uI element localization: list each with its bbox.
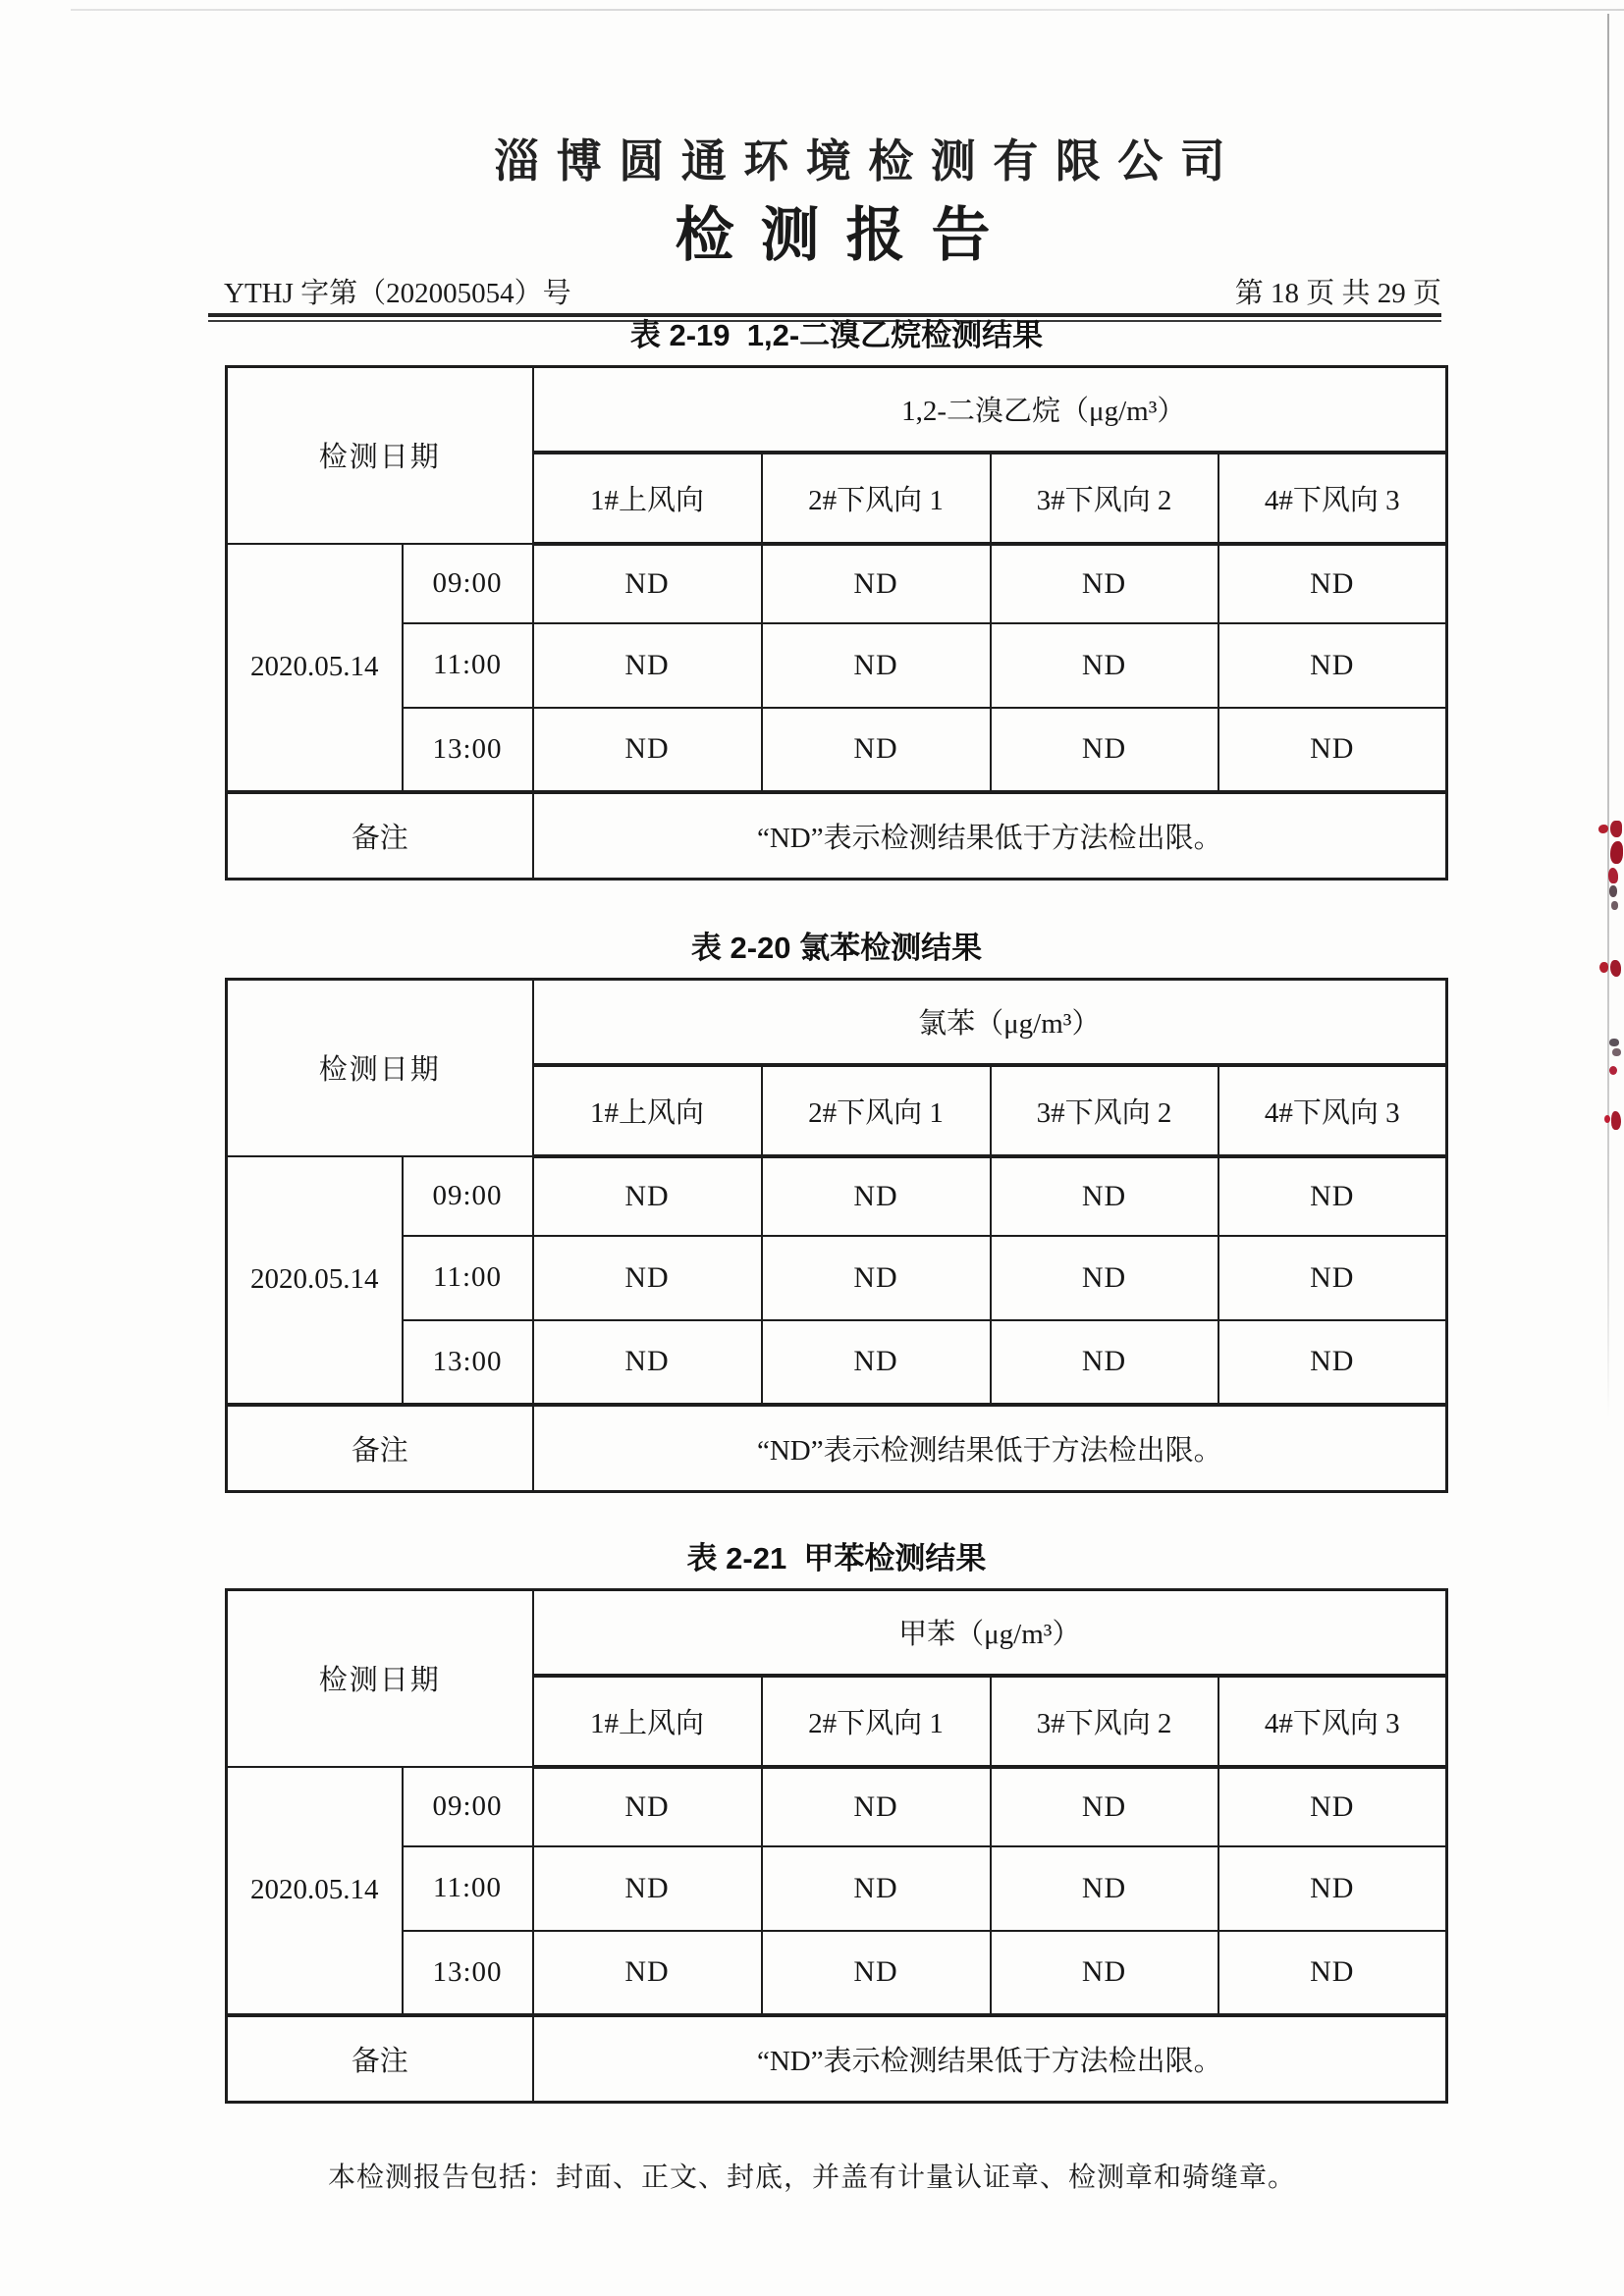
result-cell: ND	[1218, 623, 1447, 708]
result-cell: ND	[1218, 1320, 1447, 1405]
result-cell: ND	[991, 1320, 1218, 1405]
table-section-2-20	[225, 929, 1448, 1493]
time-cell: 11:00	[403, 623, 533, 708]
remark-row	[227, 2015, 1447, 2103]
table-row	[227, 1156, 1447, 1236]
table-row	[227, 1931, 1447, 2015]
footer-note: 本检测报告包括：封面、正文、封底，并盖有计量认证章、检测章和骑缝章。	[327, 2163, 1296, 2193]
result-cell: ND	[1218, 544, 1447, 623]
remark-label-cell: 备注	[227, 2015, 533, 2103]
result-cell: ND	[991, 1931, 1218, 2015]
table-title: 表 2-21 甲苯检测结果	[686, 1541, 987, 1575]
table-section-2-19	[225, 316, 1448, 881]
time-cell: 11:00	[403, 1236, 533, 1320]
date-header-cell: 检测日期	[227, 980, 533, 1156]
table-section-2-21	[225, 1539, 1448, 2104]
table-row	[227, 544, 1447, 623]
table-row	[227, 1846, 1447, 1931]
result-cell: ND	[991, 708, 1218, 792]
column-header-downwind-3: 4#下风向 3	[1218, 453, 1447, 544]
remark-text-cell: “ND”表示检测结果低于方法检出限。	[533, 1405, 1447, 1492]
results-table	[225, 1588, 1448, 2104]
compound-header-cell: 氯苯（μg/m³）	[533, 980, 1447, 1065]
column-header-downwind-2: 3#下风向 2	[991, 1065, 1218, 1156]
result-cell: ND	[1218, 1767, 1447, 1846]
seal-fragment	[1610, 960, 1621, 977]
compound-header-cell: 甲苯（μg/m³）	[533, 1590, 1447, 1676]
date-header-cell: 检测日期	[227, 367, 533, 544]
date-cell: 2020.05.14	[227, 1767, 403, 2015]
company-name: 淄 博 圆 通 环 境 检 测 有 限 公 司	[494, 136, 1228, 187]
result-cell: ND	[991, 1846, 1218, 1931]
time-cell: 09:00	[403, 1156, 533, 1236]
result-cell: ND	[533, 708, 762, 792]
time-cell: 09:00	[403, 544, 533, 623]
remark-row	[227, 1405, 1447, 1492]
result-cell: ND	[1218, 1236, 1447, 1320]
seal-fragment	[1611, 1111, 1621, 1130]
result-cell: ND	[762, 1156, 991, 1236]
table-row	[227, 623, 1447, 708]
seal-fragment	[1599, 962, 1608, 973]
report-title: 检 测 报 告	[675, 203, 997, 268]
result-cell: ND	[762, 623, 991, 708]
remark-label-cell: 备注	[227, 1405, 533, 1492]
date-header-cell: 检测日期	[227, 1590, 533, 1767]
remark-label-cell: 备注	[227, 792, 533, 880]
seal-fragment	[1610, 841, 1623, 864]
time-cell: 11:00	[403, 1846, 533, 1931]
result-cell: ND	[1218, 1931, 1447, 2015]
result-cell: ND	[991, 1156, 1218, 1236]
result-cell: ND	[1218, 708, 1447, 792]
result-cell: ND	[762, 1236, 991, 1320]
table-row	[227, 1767, 1447, 1846]
table-row	[227, 1236, 1447, 1320]
result-cell: ND	[533, 1320, 762, 1405]
result-cell: ND	[533, 1931, 762, 2015]
time-cell: 13:00	[403, 708, 533, 792]
seal-fragment	[1604, 1115, 1610, 1123]
column-header-downwind-1: 2#下风向 1	[762, 453, 991, 544]
seal-fragment	[1608, 868, 1618, 883]
result-cell: ND	[762, 1846, 991, 1931]
result-cell: ND	[762, 708, 991, 792]
column-header-downwind-3: 4#下风向 3	[1218, 1065, 1447, 1156]
table-row	[227, 708, 1447, 792]
result-cell: ND	[1218, 1156, 1447, 1236]
seal-fragment	[1610, 821, 1622, 837]
seal-fragment	[1609, 885, 1617, 897]
result-cell: ND	[991, 544, 1218, 623]
seal-fragment	[1598, 825, 1608, 833]
seal-fragment	[1609, 1066, 1617, 1075]
result-cell: ND	[762, 1931, 991, 2015]
result-cell: ND	[762, 1767, 991, 1846]
column-header-upwind: 1#上风向	[533, 1676, 762, 1767]
column-header-downwind-3: 4#下风向 3	[1218, 1676, 1447, 1767]
remark-text-cell: “ND”表示检测结果低于方法检出限。	[533, 792, 1447, 880]
scan-top-edge-line	[71, 9, 1624, 11]
table-title: 表 2-20 氯苯检测结果	[690, 931, 983, 965]
table-row	[227, 1320, 1447, 1405]
date-cell: 2020.05.14	[227, 544, 403, 792]
seal-fragment	[1611, 901, 1618, 910]
time-cell: 13:00	[403, 1931, 533, 2015]
result-cell: ND	[533, 1767, 762, 1846]
result-cell: ND	[991, 1236, 1218, 1320]
time-cell: 13:00	[403, 1320, 533, 1405]
column-header-downwind-1: 2#下风向 1	[762, 1676, 991, 1767]
remark-row	[227, 792, 1447, 880]
result-cell: ND	[762, 1320, 991, 1405]
column-header-downwind-2: 3#下风向 2	[991, 453, 1218, 544]
result-cell: ND	[533, 1156, 762, 1236]
results-table	[225, 978, 1448, 1493]
compound-header-cell: 1,2-二溴乙烷（μg/m³）	[533, 367, 1447, 453]
result-cell: ND	[1218, 1846, 1447, 1931]
seal-fragment	[1612, 1048, 1621, 1056]
results-table	[225, 365, 1448, 881]
seal-fragment	[1609, 1039, 1619, 1046]
column-header-upwind: 1#上风向	[533, 1065, 762, 1156]
table-title: 表 2-19 1,2-二溴乙烷检测结果	[629, 318, 1044, 352]
document-meta-row	[224, 271, 1441, 311]
result-cell: ND	[533, 1236, 762, 1320]
date-cell: 2020.05.14	[227, 1156, 403, 1405]
result-cell: ND	[762, 544, 991, 623]
result-cell: ND	[533, 1846, 762, 1931]
result-cell: ND	[991, 1767, 1218, 1846]
page-number-info: 第 18 页 共 29 页	[1234, 278, 1441, 309]
column-header-upwind: 1#上风向	[533, 453, 762, 544]
result-cell: ND	[533, 623, 762, 708]
result-cell: ND	[533, 544, 762, 623]
column-header-downwind-1: 2#下风向 1	[762, 1065, 991, 1156]
column-header-downwind-2: 3#下风向 2	[991, 1676, 1218, 1767]
result-cell: ND	[991, 623, 1218, 708]
time-cell: 09:00	[403, 1767, 533, 1846]
remark-text-cell: “ND”表示检测结果低于方法检出限。	[533, 2015, 1447, 2103]
document-number: YTHJ 字第（202005054）号	[224, 278, 571, 309]
